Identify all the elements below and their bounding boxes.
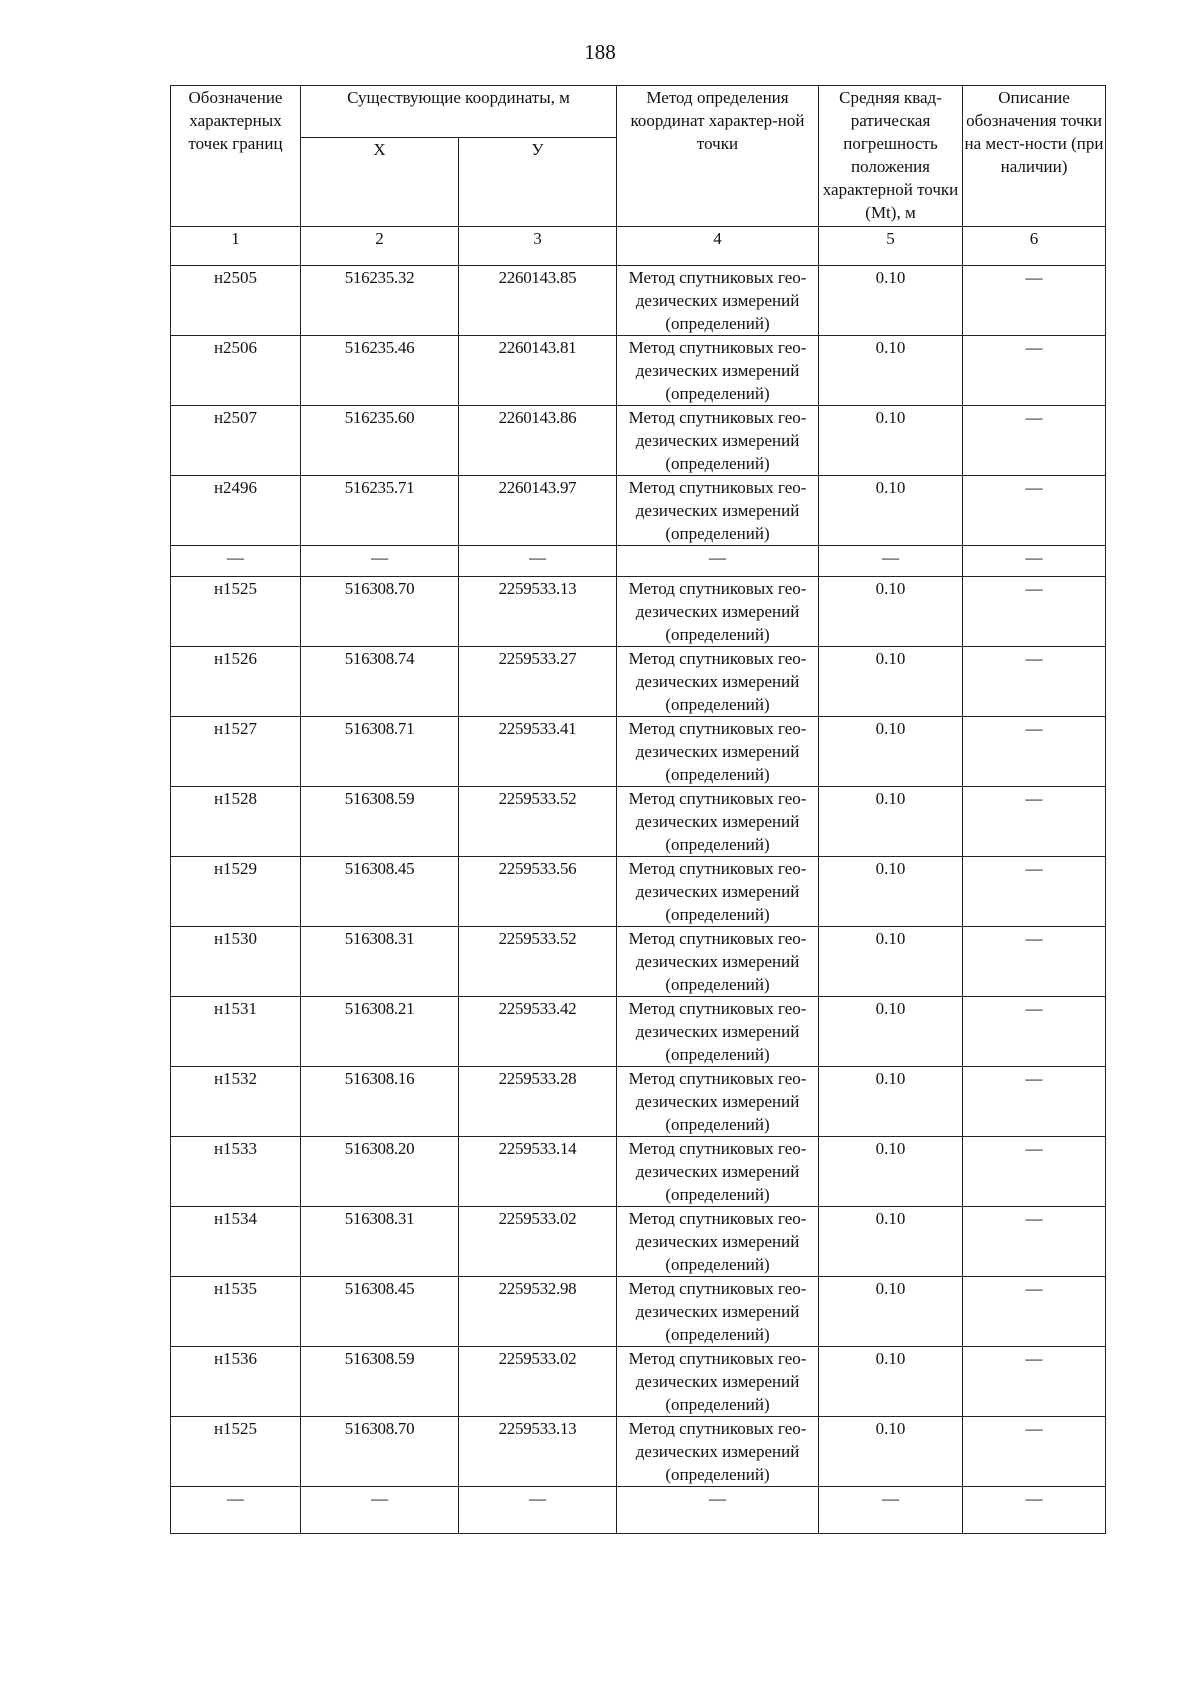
- point-cell: н2506: [171, 336, 301, 406]
- y-cell: —: [459, 546, 617, 577]
- method-cell: Метод спутниковых гео-дезических измерений (определений): [617, 1067, 819, 1137]
- mt-cell: 0.10: [819, 1277, 963, 1347]
- method-cell: Метод спутниковых гео-дезических измерений (определений): [617, 717, 819, 787]
- table-row: [171, 1137, 1106, 1207]
- table-row: [171, 1487, 1106, 1534]
- point-cell: н1531: [171, 997, 301, 1067]
- description-cell: —: [963, 1207, 1106, 1277]
- column-number: 2: [301, 227, 459, 266]
- page-number: 188: [584, 40, 616, 64]
- method-cell: Метод спутниковых гео-дезических измерений (определений): [617, 927, 819, 997]
- point-cell: н1525: [171, 1417, 301, 1487]
- mt-cell: 0.10: [819, 1137, 963, 1207]
- table-row: [171, 1207, 1106, 1277]
- mt-cell: 0.10: [819, 997, 963, 1067]
- mt-cell: 0.10: [819, 787, 963, 857]
- method-cell: Метод спутниковых гео-дезических измерений (определений): [617, 1137, 819, 1207]
- point-cell: н1534: [171, 1207, 301, 1277]
- x-cell: 516235.46: [301, 336, 459, 406]
- point-cell: н1536: [171, 1347, 301, 1417]
- description-cell: —: [963, 1277, 1106, 1347]
- y-cell: 2260143.97: [459, 476, 617, 546]
- x-cell: 516308.45: [301, 857, 459, 927]
- y-cell: 2259533.52: [459, 787, 617, 857]
- table-row: [171, 647, 1106, 717]
- description-cell: —: [963, 1417, 1106, 1487]
- table-row: [171, 577, 1106, 647]
- y-cell: 2259533.42: [459, 997, 617, 1067]
- point-cell: н1535: [171, 1277, 301, 1347]
- method-cell: Метод спутниковых гео-дезических измерений (определений): [617, 1277, 819, 1347]
- description-cell: —: [963, 577, 1106, 647]
- coordinates-table: [170, 85, 1106, 1534]
- description-cell: —: [963, 647, 1106, 717]
- mt-cell: 0.10: [819, 1207, 963, 1277]
- mt-cell: 0.10: [819, 476, 963, 546]
- y-cell: 2260143.85: [459, 266, 617, 336]
- point-cell: н2496: [171, 476, 301, 546]
- x-cell: 516308.71: [301, 717, 459, 787]
- x-cell: 516308.20: [301, 1137, 459, 1207]
- x-cell: —: [301, 546, 459, 577]
- x-cell: 516308.70: [301, 1417, 459, 1487]
- mt-cell: 0.10: [819, 577, 963, 647]
- description-cell: —: [963, 1487, 1106, 1534]
- table-row: [171, 476, 1106, 546]
- table-row: [171, 787, 1106, 857]
- description-cell: —: [963, 787, 1106, 857]
- y-cell: 2259533.02: [459, 1347, 617, 1417]
- description-cell: —: [963, 1347, 1106, 1417]
- y-cell: 2259533.28: [459, 1067, 617, 1137]
- description-cell: —: [963, 1137, 1106, 1207]
- description-cell: —: [963, 1067, 1106, 1137]
- y-cell: 2259533.41: [459, 717, 617, 787]
- y-cell: 2260143.81: [459, 336, 617, 406]
- y-cell: 2259532.98: [459, 1277, 617, 1347]
- x-cell: 516308.59: [301, 1347, 459, 1417]
- method-cell: Метод спутниковых гео-дезических измерений (определений): [617, 857, 819, 927]
- x-cell: 516308.31: [301, 1207, 459, 1277]
- method-cell: —: [617, 1487, 819, 1534]
- table-row: [171, 266, 1106, 336]
- description-cell: —: [963, 927, 1106, 997]
- table-row: [171, 857, 1106, 927]
- table-row: [171, 406, 1106, 476]
- mt-cell: 0.10: [819, 266, 963, 336]
- column-numbers-row: [171, 227, 1106, 266]
- x-cell: 516235.71: [301, 476, 459, 546]
- point-cell: н1529: [171, 857, 301, 927]
- method-cell: Метод спутниковых гео-дезических измерений (определений): [617, 406, 819, 476]
- mt-cell: 0.10: [819, 647, 963, 717]
- mt-cell: 0.10: [819, 336, 963, 406]
- header-description: Описание обозначения точки на мест-ности (при наличии): [963, 86, 1106, 227]
- point-cell: н1525: [171, 577, 301, 647]
- y-cell: 2259533.52: [459, 927, 617, 997]
- method-cell: Метод спутниковых гео-дезических измерений (определений): [617, 1417, 819, 1487]
- x-cell: —: [301, 1487, 459, 1534]
- method-cell: Метод спутниковых гео-дезических измерений (определений): [617, 476, 819, 546]
- y-cell: —: [459, 1487, 617, 1534]
- method-cell: Метод спутниковых гео-дезических измерений (определений): [617, 647, 819, 717]
- method-cell: Метод спутниковых гео-дезических измерений (определений): [617, 336, 819, 406]
- x-cell: 516308.16: [301, 1067, 459, 1137]
- description-cell: —: [963, 997, 1106, 1067]
- method-cell: —: [617, 546, 819, 577]
- y-cell: 2259533.56: [459, 857, 617, 927]
- method-cell: Метод спутниковых гео-дезических измерений (определений): [617, 577, 819, 647]
- table-row: [171, 1277, 1106, 1347]
- method-cell: Метод спутниковых гео-дезических измерений (определений): [617, 787, 819, 857]
- method-cell: Метод спутниковых гео-дезических измерений (определений): [617, 1207, 819, 1277]
- point-cell: н1528: [171, 787, 301, 857]
- column-number: 3: [459, 227, 617, 266]
- header-existing-coordinates: Существующие координаты, м: [301, 86, 617, 138]
- table-row: [171, 927, 1106, 997]
- y-cell: 2259533.27: [459, 647, 617, 717]
- column-number: 5: [819, 227, 963, 266]
- mt-cell: 0.10: [819, 1417, 963, 1487]
- table-body: [171, 266, 1106, 1534]
- x-cell: 516308.45: [301, 1277, 459, 1347]
- method-cell: Метод спутниковых гео-дезических измерений (определений): [617, 1347, 819, 1417]
- table-row: [171, 997, 1106, 1067]
- header-x: X: [301, 138, 459, 227]
- y-cell: 2259533.02: [459, 1207, 617, 1277]
- mt-cell: 0.10: [819, 717, 963, 787]
- column-number: 4: [617, 227, 819, 266]
- y-cell: 2260143.86: [459, 406, 617, 476]
- y-cell: 2259533.14: [459, 1137, 617, 1207]
- mt-cell: 0.10: [819, 927, 963, 997]
- mt-cell: 0.10: [819, 406, 963, 476]
- x-cell: 516308.70: [301, 577, 459, 647]
- point-cell: —: [171, 1487, 301, 1534]
- x-cell: 516308.21: [301, 997, 459, 1067]
- x-cell: 516308.74: [301, 647, 459, 717]
- header-y: У: [459, 138, 617, 227]
- table-row: [171, 1417, 1106, 1487]
- description-cell: —: [963, 336, 1106, 406]
- table-row: [171, 717, 1106, 787]
- table-row: [171, 1347, 1106, 1417]
- point-cell: н1527: [171, 717, 301, 787]
- mt-cell: —: [819, 546, 963, 577]
- point-cell: н1526: [171, 647, 301, 717]
- point-cell: н1532: [171, 1067, 301, 1137]
- description-cell: —: [963, 857, 1106, 927]
- description-cell: —: [963, 476, 1106, 546]
- method-cell: Метод спутниковых гео-дезических измерений (определений): [617, 266, 819, 336]
- column-number: 1: [171, 227, 301, 266]
- x-cell: 516308.59: [301, 787, 459, 857]
- header-method: Метод определения координат характер-ной точки: [617, 86, 819, 227]
- table-row: [171, 1067, 1106, 1137]
- table-row: [171, 546, 1106, 577]
- x-cell: 516308.31: [301, 927, 459, 997]
- point-cell: н2505: [171, 266, 301, 336]
- y-cell: 2259533.13: [459, 577, 617, 647]
- mt-cell: 0.10: [819, 857, 963, 927]
- header-mean-square-error: Средняя квад-ратическая погрешность положения характерной точки (Mt), м: [819, 86, 963, 227]
- mt-cell: —: [819, 1487, 963, 1534]
- description-cell: —: [963, 546, 1106, 577]
- description-cell: —: [963, 717, 1106, 787]
- y-cell: 2259533.13: [459, 1417, 617, 1487]
- point-cell: н1530: [171, 927, 301, 997]
- point-cell: н2507: [171, 406, 301, 476]
- mt-cell: 0.10: [819, 1347, 963, 1417]
- column-number: 6: [963, 227, 1106, 266]
- mt-cell: 0.10: [819, 1067, 963, 1137]
- x-cell: 516235.60: [301, 406, 459, 476]
- header-point-designation: Обозначение характерных точек границ: [171, 86, 301, 227]
- description-cell: —: [963, 266, 1106, 336]
- description-cell: —: [963, 406, 1106, 476]
- method-cell: Метод спутниковых гео-дезических измерений (определений): [617, 997, 819, 1067]
- x-cell: 516235.32: [301, 266, 459, 336]
- point-cell: —: [171, 546, 301, 577]
- table-row: [171, 336, 1106, 406]
- point-cell: н1533: [171, 1137, 301, 1207]
